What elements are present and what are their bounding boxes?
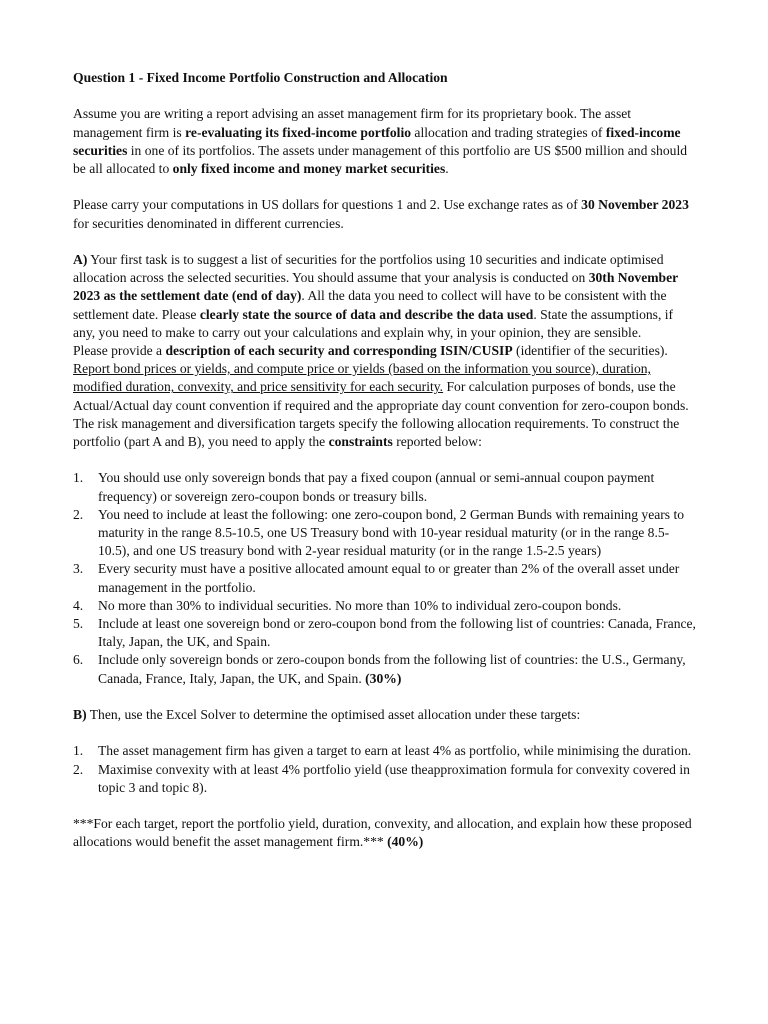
list-item [73, 742, 698, 760]
list-item [73, 761, 698, 797]
description-underline: Report bond prices or yields, and compute price or yields (based on the information you source), duration, modified duration, convexity, and price sensitivity for each security. [73, 361, 651, 395]
intro-bold-3: only fixed income and money market securities [172, 161, 446, 176]
list-item-text: Maximise convexity with at least 4% portfolio yield (use theapproximation formula for convexity covered in topic 3 and topic 8). [98, 761, 690, 795]
list-item-text: You need to include at least the following: one zero-coupon bond, 2 German Bunds with remaining years to maturity in the range 8.5-10.5, one US Treasury bond with 10-year residual maturity (or in the range 8.5-10.5), and one US treasury bond with 2-year residual maturity (or in the range 1.5-2.5 years) [98, 506, 685, 559]
currency-paragraph [73, 196, 698, 232]
part-a-text-3: . State the assumptions, if any, you need to make to carry out your calculations and explain why, in your opinion, they are sensible. [73, 306, 674, 340]
question-title: Question 1 - Fixed Income Portfolio Construction and Allocation [73, 70, 448, 85]
currency-bold-1: 30 November 2023 [581, 197, 689, 213]
part-a-text-1: Your first task is to suggest a list of securities for the portfolios using 10 securities and indicate optimised allocation across the selected securities. You should assume that your analysis is conducted on [73, 251, 664, 286]
list-item-text: No more than 30% to individual securities. No more than 10% to individual zero-coupon bonds. [98, 597, 622, 613]
currency-text-1: Please carry your computations in US dollars for questions 1 and 2. Use exchange rates as of [73, 197, 582, 213]
list-item [73, 597, 698, 615]
intro-bold-1: re-evaluating its fixed-income portfolio [185, 124, 412, 140]
currency-text-2: for securities denominated in different currencies. [73, 215, 344, 231]
closing-bold: (40%) [387, 834, 424, 850]
risk-text-2: reported below: [392, 434, 482, 450]
list-item-text: Include at least one sovereign bond or zero-coupon bond from the following list of countries: Canada, France, Italy, Japan, the UK, and Spain. [98, 616, 696, 650]
part-b-label: B) [73, 707, 87, 723]
list-number: 1. [73, 743, 84, 759]
description-paragraph [73, 342, 698, 415]
list-item [73, 615, 698, 651]
intro-paragraph [73, 105, 698, 178]
description-text-3: For calculation purposes of bonds, use the Actual/Actual day count convention if required and the appropriate day count convention for zero-coupon bonds. [73, 379, 689, 413]
part-a-bold-1: 30th November 2023 as the settlement date (end of day) [73, 270, 678, 304]
intro-text-2: allocation and trading strategies of [411, 124, 606, 140]
targets-list [73, 742, 698, 797]
closing-text: ***For each target, report the portfolio yield, duration, convexity, and allocation, and explain how these proposed allocations would benefit the asset management firm.*** [73, 816, 692, 850]
description-bold-1: description of each security and corresponding ISIN/CUSIP [165, 343, 513, 358]
intro-text-1: Assume you are writing a report advising an asset management firm for its proprietary book. The asset management firm is [73, 106, 632, 140]
intro-text-3: in one of its portfolios. The assets under management of this portfolio are US $500 million and should be all allocated to [73, 142, 688, 176]
part-a-label: A) [73, 251, 88, 267]
list-number: 2. [73, 761, 84, 777]
list-item-text: The asset management firm has given a target to earn at least 4% as portfolio, while minimising the duration. [98, 743, 692, 759]
list-number: 5. [73, 616, 84, 632]
list-item [73, 560, 698, 596]
risk-text-1: The risk management and diversification targets specify the following allocation requirements. To construct the portfolio (part A and B), you need to apply the [73, 415, 680, 450]
list-item-text: Every security must have a positive allocated amount equal to or greater than 2% of the overall asset under management in the portfolio. [98, 561, 680, 595]
list-number: 1. [73, 470, 84, 486]
description-text-2: (identifier of the securities). [512, 343, 668, 358]
list-item [73, 469, 698, 505]
intro-text-4: . [445, 161, 449, 176]
part-b-text: Then, use the Excel Solver to determine the optimised asset allocation under these targets: [86, 707, 581, 723]
risk-bold-1: constraints [328, 434, 393, 450]
part-a-paragraph [73, 251, 698, 342]
part-a-text-2: . All the data you need to collect will have to be consistent with the settlement date. Please [73, 288, 667, 322]
list-item [73, 651, 698, 687]
list-item-bold: (30%) [365, 670, 402, 686]
list-number: 2. [73, 506, 84, 522]
list-number: 6. [73, 652, 84, 668]
list-number: 3. [73, 561, 84, 577]
list-item-text: Include only sovereign bonds or zero-coupon bonds from the following list of countries: the U.S., Germany, Canada, France, Italy, Japan, the UK, and Spain. [98, 652, 686, 686]
constraints-list [73, 469, 698, 687]
part-b-paragraph [73, 706, 698, 724]
closing-paragraph [73, 815, 698, 851]
list-number: 4. [73, 597, 84, 613]
intro-bold-2: fixed-income securities [73, 124, 681, 158]
list-item-text: You should use only sovereign bonds that pay a fixed coupon (annual or semi-annual coupon payment frequency) or sovereign zero-coupon bonds or treasury bills. [98, 470, 655, 504]
description-text-1: Please provide a [73, 343, 166, 358]
part-a-bold-2: clearly state the source of data and describe the data used [199, 306, 534, 322]
list-item [73, 506, 698, 561]
risk-paragraph [73, 415, 698, 451]
